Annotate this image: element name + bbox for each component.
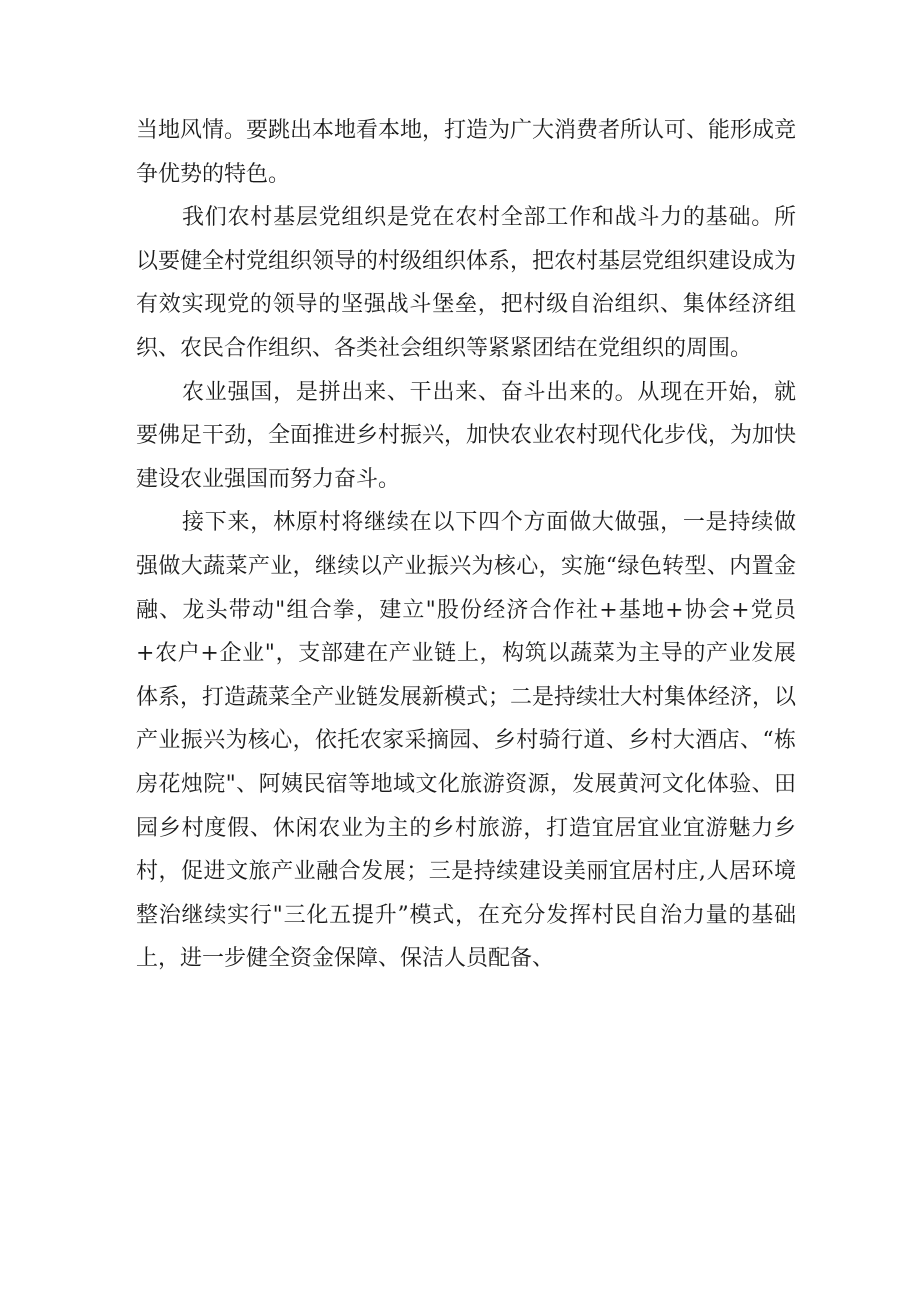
paragraph-1: 当地风情。要跳出本地看本地，打造为广大消费者所认可、能形成竞争优势的特色。	[136, 118, 797, 187]
document-body	[136, 109, 796, 981]
paragraph-3: 农业强国，是拼出来、干出来、奋斗出来的。从现在开始，就要佛足干劲，全面推进乡村振兴，加快农业农村现代化步伐，为加快建设农业强国而努力奋斗。	[136, 379, 797, 492]
paragraph-2: 我们农村基层党组织是党在农村全部工作和战斗力的基础。所以要健全村党组织领导的村级组织体系，把农村基层党组织建设成为有效实现党的领导的坚强战斗堡垒，把村级自治组织、集体经济组织、农民合作组织、各类社会组织等紧紧团结在党组织的周围。	[136, 205, 797, 361]
paragraph-4: 接下来，林原村将继续在以下四个方面做大做强，一是持续做强做大蔬菜产业，继续以产业振兴为核心，实施“绿色转型、内置金融、龙头带动"组合拳，建立"股份经济合作社+基地+协会+党员+农户+企业"，支部建在产业链上，构筑以蔬菜为主导的产业发展体系，打造蔬菜全产业链发展新模式；二是持续壮大村集体经济，以产业振兴为核心，依托农家采摘园、乡村骑行道、乡村大酒店、“栋房花烛院"、阿姨民宿等地域文化旅游资源，发展黄河文化体验、田园乡村度假、休闲农业为主的乡村旅游，打造宜居宜业宜游魅力乡村，促进文旅产业融合发展；三是持续建设美丽宜居村庄,人居环境整治继续实行"三化五提升”模式，在充分发挥村民自治力量的基础上，进一步健全资金保障、保洁人员配备、	[136, 510, 797, 972]
